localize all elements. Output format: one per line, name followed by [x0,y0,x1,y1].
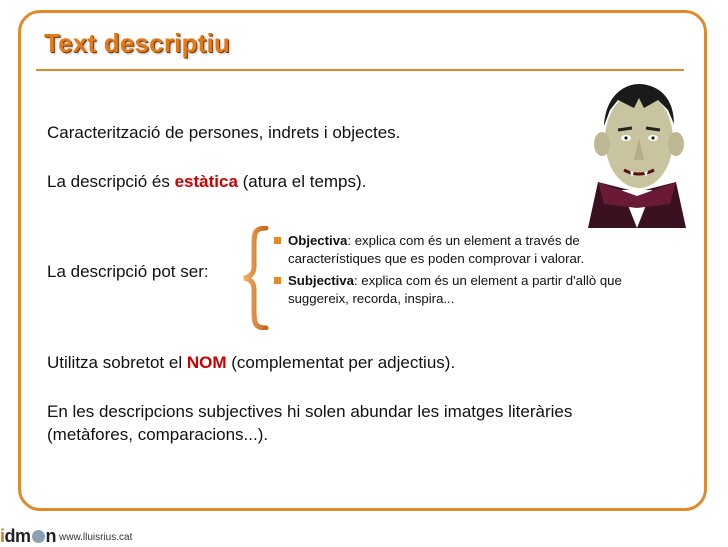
bullet-subjective-term: Subjectiva [288,273,354,288]
noun-prefix: Utilitza sobretot el [47,353,187,372]
bullet-objective-text: : explica com és un element a través de característiques que es poden comprovar i valorar. [288,233,585,266]
logo-letters-dm: dm [4,526,31,546]
text-line-noun [47,353,455,373]
logo-letter-n: n [45,526,57,546]
logo-letter-i: i [0,526,5,546]
title-divider [36,69,684,71]
text-line-characterization: Caracterització de persones, indrets i objectes. [47,123,401,142]
bullet-objective [274,232,634,268]
bullet-subjective-text: : explica com és un element a partir d'allò que suggereix, recorda, inspira... [288,273,622,306]
text-line-static [47,172,366,192]
square-bullet-icon [274,237,281,244]
noun-emphasis: NOM [186,353,227,372]
vampire-illustration [578,78,696,228]
slide-title: Text descriptiu [44,28,231,58]
text-line-types: La descripció pot ser: [47,262,209,281]
logo-ball-icon [32,530,45,543]
bullet-subjective [274,272,634,308]
text-line-subjective-1: En les descripcions subjectives hi solen abundar les imatges literàries [47,402,573,421]
text-line-subjective-2: (metàfores, comparacions...). [47,425,269,444]
bullet-objective-term: Objectiva [288,233,348,248]
static-emphasis: estàtica [174,172,238,191]
type-bullet-list [274,232,634,312]
curly-brace-icon [240,226,270,330]
static-prefix: La descripció és [47,172,175,191]
static-suffix: (atura el temps). [237,172,367,191]
noun-suffix: (complementat per adjectius). [226,353,456,372]
square-bullet-icon [274,277,281,284]
brand-logo [0,526,56,547]
footer-url[interactable]: www.lluisrius.cat [59,532,133,543]
